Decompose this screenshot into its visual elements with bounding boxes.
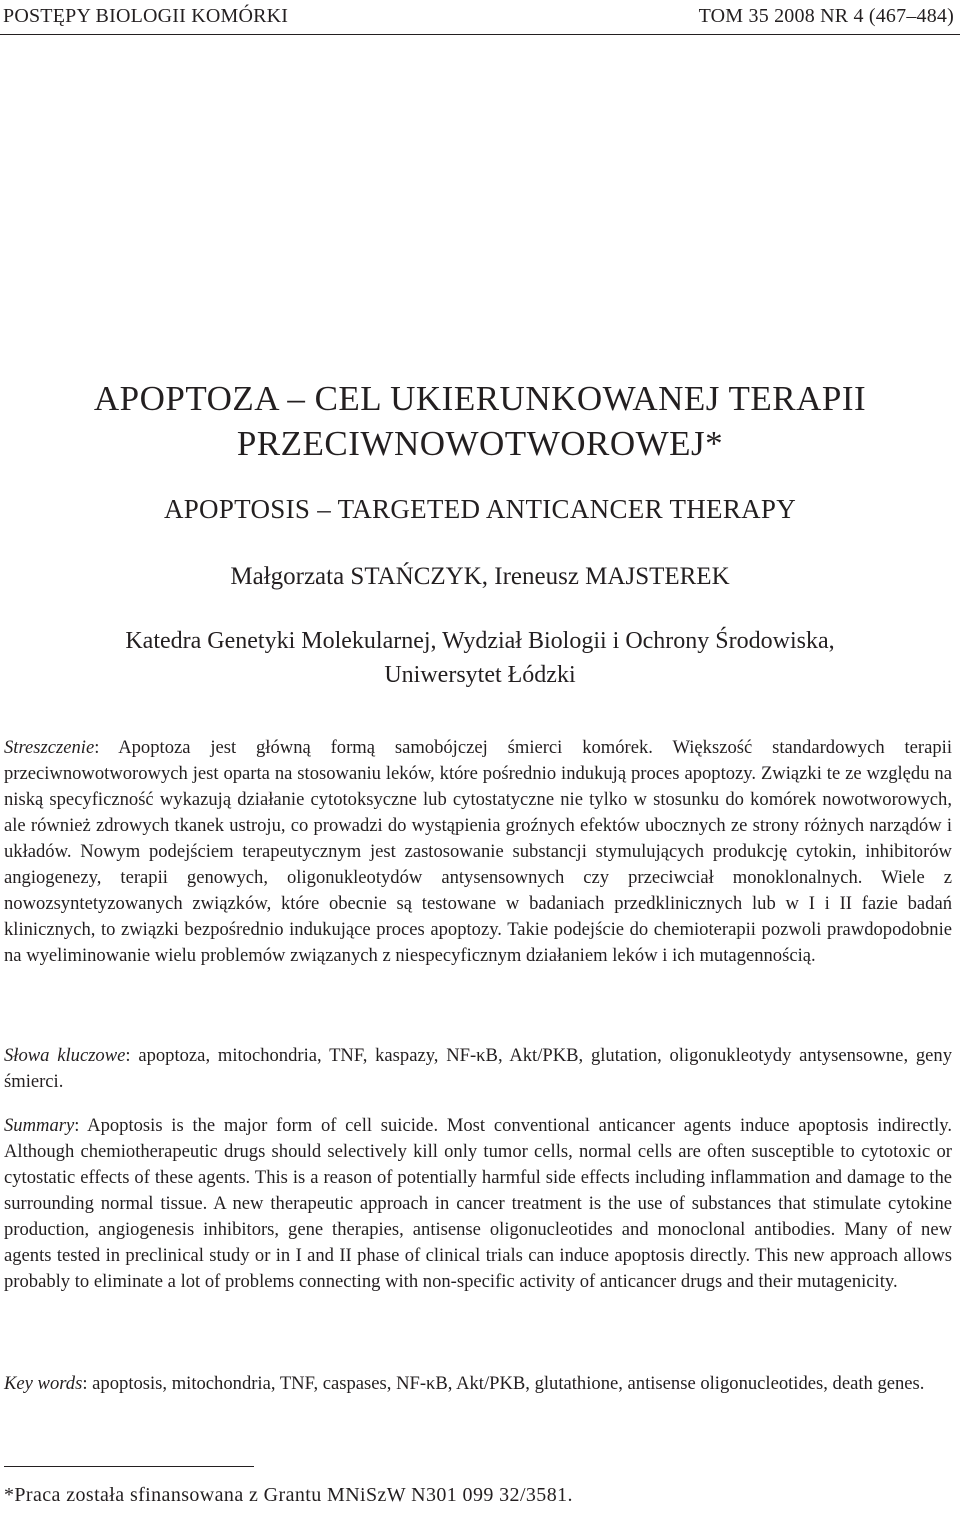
keywords-polish: Słowa kluczowe: apoptoza, mitochondria, TNF, kaspazy, NF-κB, Akt/PKB, glutation, oligonukleotydy antysensowne, geny śmierci. bbox=[4, 1045, 952, 1092]
header-divider bbox=[0, 34, 960, 35]
affiliation-line-2: Uniwersytet Łódzki bbox=[384, 662, 576, 688]
abstract-polish-label: Streszczenie bbox=[4, 737, 95, 758]
article-title bbox=[0, 376, 960, 466]
article-title-line-2: PRZECIWNOWOTWOROWEJ* bbox=[236, 424, 724, 463]
english-title: APOPTOSIS – TARGETED ANTICANCER THERAPY bbox=[163, 494, 797, 524]
summary-english: Summary: Apoptosis is the major form of cell suicide. Most conventional anticancer agents induce apoptosis indirectly. Although chemiotherapeutic drugs should selectively kill only tumor cells, normal cells are often susceptible to cytotoxic or cytostatic effects of these agents. This is a reason of potentially harmful side effects including inflammation and damage to the surrounding normal tissue. A new therapeutic approach in cancer treatment is the use of substances that stimulate cytokine production, angiogenesis inhibitors, gene therapies, antisense oligonucleotides and monoclonal antibodies. Many of new agents tested in preclinical study or in I and II phase of clinical trials can induce apoptosis directly. This new approach allows probably to eliminate a lot of problems connecting with non-specific activity of anticancer drugs and their mutagenicity. bbox=[4, 1115, 952, 1292]
summary-english-text: Apoptosis is the major form of cell suicide. Most conventional anticancer agents induce apoptosis indirectly. Although chemiotherapeutic drugs should selectively kill only tumor cells, normal cells are often susceptible to cytotoxic or cytostatic effects of these agents. This is a reason of potentially harmful side effects including inflammation and damage to the surrounding normal tissue. A new therapeutic approach in cancer treatment is the use of substances that stimulate cytokine production, angiogenesis inhibitors, gene therapies, antisense oligonucleotides and monoclonal antibodies. Many of new agents tested in preclinical study or in I and II phase of clinical trials can induce apoptosis directly. This new approach allows probably to eliminate a lot of problems connecting with non-specific activity of anticancer drugs and their mutagenicity. bbox=[4, 1115, 952, 1292]
keywords-english-label: Key words bbox=[4, 1373, 83, 1394]
running-header bbox=[3, 5, 954, 28]
volume-info: TOM 35 2008 NR 4 (467–484) bbox=[698, 5, 954, 27]
journal-name: POSTĘPY BIOLOGII KOMÓRKI bbox=[3, 5, 289, 27]
article-title-line-1: APOPTOZA – CEL UKIERUNKOWANEJ TERAPII bbox=[93, 379, 867, 418]
keywords-english: Key words: apoptosis, mitochondria, TNF, caspases, NF-κB, Akt/PKB, glutathione, antisense oligonucleotides, death genes. bbox=[4, 1373, 925, 1394]
affiliation bbox=[0, 624, 960, 692]
affiliation-line-1: Katedra Genetyki Molekularnej, Wydział Biologii i Ochrony Środowiska, bbox=[125, 628, 835, 654]
footnote: *Praca została sfinansowana z Grantu MNiSzW N301 099 32/3581. bbox=[4, 1484, 573, 1506]
keywords-polish-label: Słowa kluczowe bbox=[4, 1045, 126, 1066]
keywords-english-text: apoptosis, mitochondria, TNF, caspases, NF-κB, Akt/PKB, glutathione, antisense oligonucleotides, death genes. bbox=[92, 1373, 925, 1394]
summary-english-label: Summary bbox=[4, 1115, 75, 1136]
abstract-polish: Streszczenie: Apoptoza jest główną formą samobójczej śmierci komórek. Większość standardowych terapii przeciwnowotworowych jest oparta na stosowaniu leków, które pośrednio indukują proces apoptozy. Związki te ze względu na niską specyficzność wykazują działanie cytotoksyczne lub cytostatyczne nie tylko w stosunku do komórek nowotworowych, ale również zdrowych tkanek ustroju, co prowadzi do wystąpienia groźnych efektów ubocznych ze strony różnych narządów i układów. Nowym podejściem terapeutycznym jest zastosowanie substancji stymulujących produkcję cytokin, inhibitorów angiogenezy, terapii genowych, oligonukleotydów antysensownych czy przeciwciał monoklonalnych. Wiele z nowozsyntetyzowanych związków, które obecnie są testowane w badaniach przedklinicznych lub w I i II fazie badań klinicznych, to związki bezpośrednio indukujące proces apoptozy. Takie podejście do chemioterapii pozwoli prawdopodobnie na wyeliminowanie wielu problemów związanych z niespecyficznym działaniem leków i ich mutagennością. bbox=[4, 737, 952, 966]
footnote-divider bbox=[4, 1466, 254, 1467]
authors: Małgorzata STAŃCZYK, Ireneusz MAJSTEREK bbox=[230, 563, 730, 590]
keywords-polish-text: apoptoza, mitochondria, TNF, kaspazy, NF-κB, Akt/PKB, glutation, oligonukleotydy antysensowne, geny śmierci. bbox=[4, 1045, 952, 1092]
abstract-polish-text: Apoptoza jest główną formą samobójczej śmierci komórek. Większość standardowych terapii przeciwnowotworowych jest oparta na stosowaniu leków, które pośrednio indukują proces apoptozy. Związki te ze względu na niską specyficzność wykazują działanie cytotoksyczne lub cytostatyczne nie tylko w stosunku do komórek nowotworowych, ale również zdrowych tkanek ustroju, co prowadzi do wystąpienia groźnych efektów ubocznych ze strony różnych narządów i układów. Nowym podejściem terapeutycznym jest zastosowanie substancji stymulujących produkcję cytokin, inhibitorów angiogenezy, terapii genowych, oligonukleotydów antysensownych czy przeciwciał monoklonalnych. Wiele z nowozsyntetyzowanych związków, które obecnie są testowane w badaniach przedklinicznych lub w I i II fazie badań klinicznych, to związki bezpośrednio indukujące proces apoptozy. Takie podejście do chemioterapii pozwoli prawdopodobnie na wyeliminowanie wielu problemów związanych z niespecyficznym działaniem leków i ich mutagennością. bbox=[4, 737, 952, 966]
